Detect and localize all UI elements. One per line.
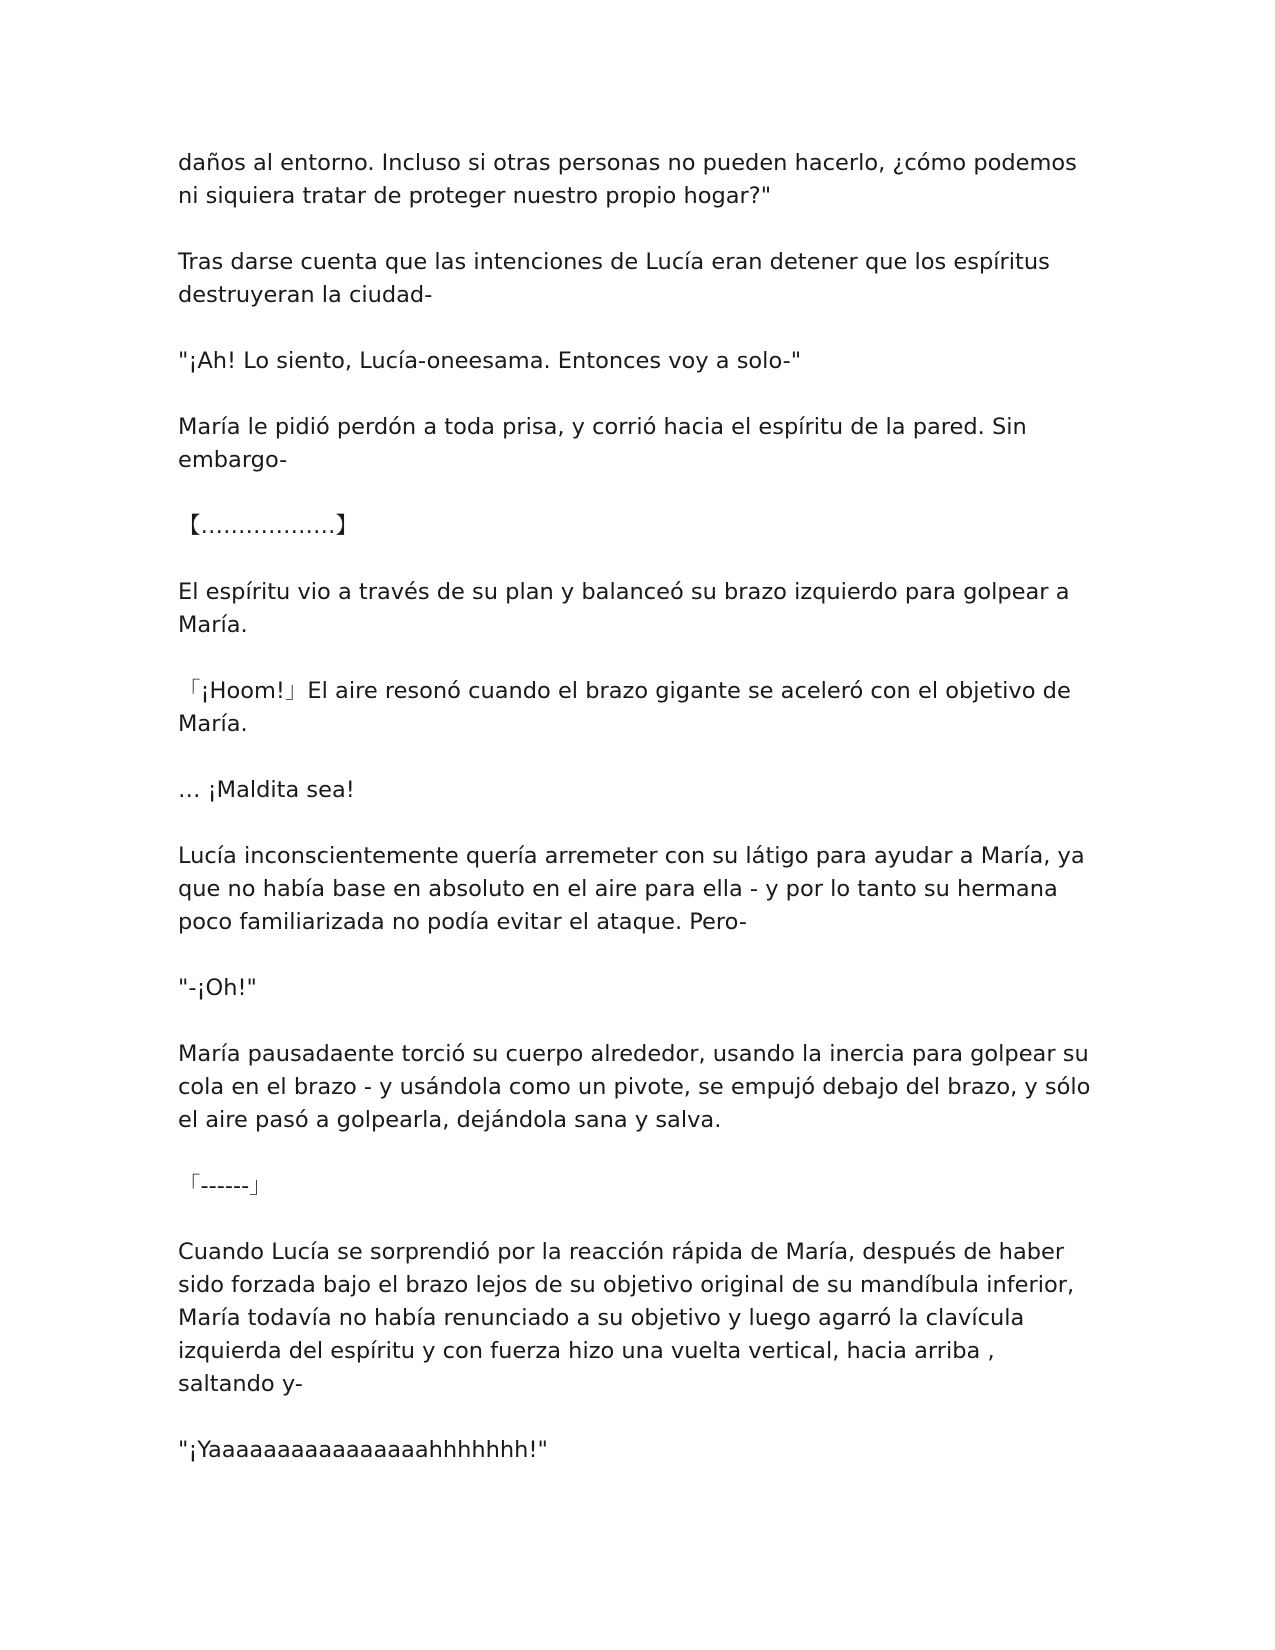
paragraph: … ¡Maldita sea!: [178, 777, 355, 803]
paragraph: "¡Yaaaaaaaaaaaaaaaahhhhhhh!": [178, 1437, 548, 1463]
paragraph: Cuando Lucía se sorprendió por la reacción rápida de María, después de haber sido forzada bajo el brazo lejos de su objetivo original de su mandíbula inferior, María todavía no había renunciado a su objetivo y luego agarró la clavícula izquierda del espíritu y con fuerza hizo una vuelta vertical, hacia arriba , saltando y-: [178, 1239, 1075, 1397]
paragraph: 「¡Hoom!」El aire resonó cuando el brazo gigante se aceleró con el objetivo de María.: [178, 678, 1071, 737]
paragraph: Lucía inconscientemente quería arremeter con su látigo para ayudar a María, ya que no había base en absoluto en el aire para ella - y por lo tanto su hermana poco familiarizada no podía evitar el ataque. Pero-: [178, 843, 1085, 935]
paragraph: "-¡Oh!": [178, 975, 257, 1001]
paragraph: Tras darse cuenta que las intenciones de Lucía eran detener que los espíritus destruyeran la ciudad-: [178, 249, 1050, 308]
paragraph: "¡Ah! Lo siento, Lucía-oneesama. Entonces voy a solo-": [178, 348, 802, 374]
paragraph: María pausadaente torció su cuerpo alrededor, usando la inercia para golpear su cola en el brazo - y usándola como un pivote, se empujó debajo del brazo, y sólo el aire pasó a golpearla, dejándola sana y salva.: [178, 1041, 1091, 1133]
paragraph: María le pidió perdón a toda prisa, y corrió hacia el espíritu de la pared. Sin embargo-: [178, 414, 1027, 473]
paragraph: El espíritu vio a través de su plan y balanceó su brazo izquierdo para golpear a María.: [178, 579, 1070, 638]
paragraph: daños al entorno. Incluso si otras personas no pueden hacerlo, ¿cómo podemos ni siquiera tratar de proteger nuestro propio hogar?": [178, 150, 1077, 209]
document-body: [178, 147, 1098, 1500]
paragraph: 「------」: [178, 1173, 272, 1199]
paragraph: 【………………】: [178, 513, 359, 539]
